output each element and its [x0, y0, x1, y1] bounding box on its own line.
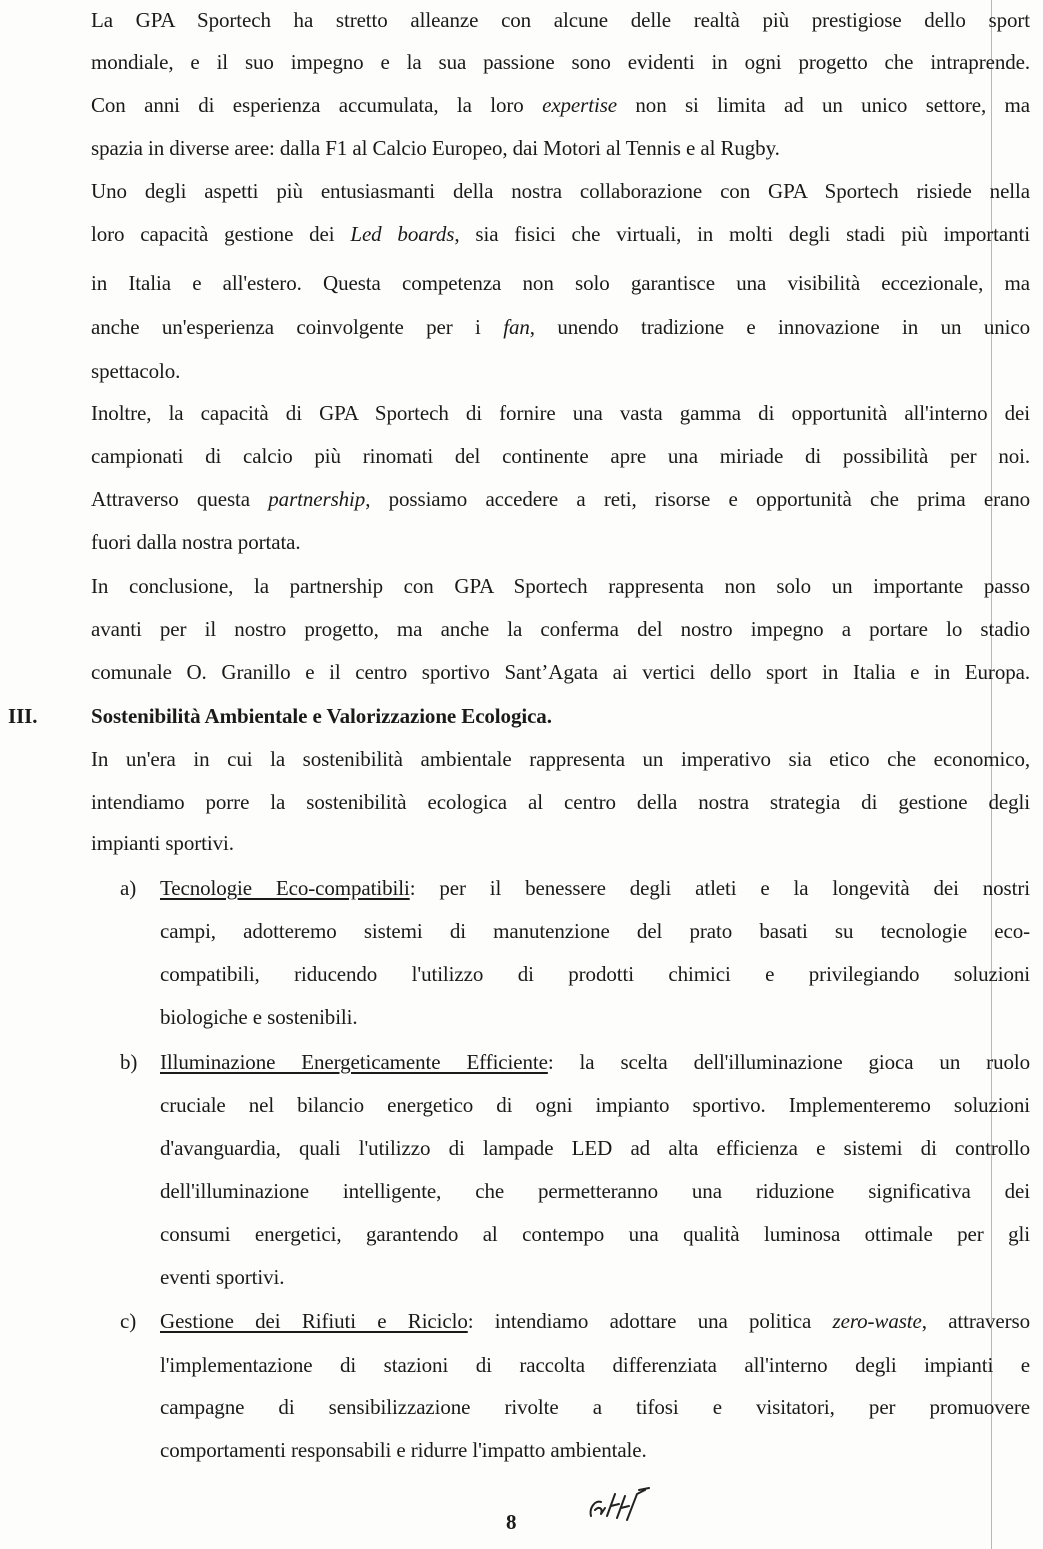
list-item-title: Gestione dei Rifiuti e Riciclo	[160, 1309, 468, 1333]
text-line: campi, adotteremo sistemi di manutenzione del prato basati su tecnologie eco-	[160, 919, 1030, 943]
text-line: Illuminazione Energeticamente Efficiente: la scelta dell'illuminazione gioca un ruolo	[160, 1050, 1031, 1074]
list-item-label: c)	[120, 1309, 137, 1333]
text-line: In conclusione, la partnership con GPA Sportech rappresenta non solo un importante passo	[91, 574, 1030, 598]
list-item-label: b)	[120, 1050, 138, 1074]
text-line: campagne di sensibilizzazione rivolte a tifosi e visitatori, per promuovere	[160, 1395, 1030, 1419]
text-line: eventi sportivi.	[160, 1265, 285, 1289]
section-number: III.	[8, 704, 38, 728]
text-line: intendiamo porre la sostenibilità ecologica al centro della nostra strategia di gestione degli	[91, 790, 1030, 814]
text-line: fuori dalla nostra portata.	[91, 530, 301, 554]
emphasis-zero-waste: zero-waste	[832, 1309, 922, 1333]
text-line: spazia in diverse aree: dalla F1 al Calcio Europeo, dai Motori al Tennis e al Rugby.	[91, 136, 780, 160]
text-line: d'avanguardia, quali l'utilizzo di lampade LED ad alta efficienza e sistemi di controllo	[160, 1136, 1030, 1160]
text-line: Con anni di esperienza accumulata, la loro expertise non si limita ad un unico settore, ma	[91, 93, 1030, 117]
text-line: dell'illuminazione intelligente, che permetteranno una riduzione significativa dei	[160, 1179, 1030, 1203]
text-line: mondiale, e il suo impegno e la sua passione sono evidenti in ogni progetto che intraprende.	[91, 50, 1030, 74]
text-line: In un'era in cui la sostenibilità ambientale rappresenta un imperativo sia etico che economico,	[91, 747, 1030, 771]
text-line: in Italia e all'estero. Questa competenza non solo garantisce una visibilità eccezionale, ma	[91, 271, 1030, 295]
text-line: campionati di calcio più rinomati del continente apre una miriade di possibilità per noi.	[91, 444, 1030, 468]
emphasis-fan: fan	[503, 315, 530, 339]
section-title: Sostenibilità Ambientale e Valorizzazione Ecologica.	[91, 704, 552, 728]
text-line: impianti sportivi.	[91, 831, 234, 855]
text-line: l'implementazione di stazioni di raccolta differenziata all'interno degli impianti e	[160, 1353, 1030, 1377]
list-item-title: Illuminazione Energeticamente Efficiente	[160, 1050, 548, 1074]
text-line: Gestione dei Rifiuti e Riciclo: intendiamo adottare una politica zero-waste, attraverso	[160, 1309, 1030, 1333]
text-line: spettacolo.	[91, 359, 181, 383]
list-item-title: Tecnologie Eco-compatibili	[160, 876, 410, 900]
text-line: compatibili, riducendo l'utilizzo di prodotti chimici e privilegiando soluzioni	[160, 962, 1030, 986]
list-item-label: a)	[120, 876, 137, 900]
emphasis-expertise: expertise	[542, 93, 617, 117]
emphasis-led-boards: Led boards	[350, 222, 455, 246]
text-line: anche un'esperienza coinvolgente per i fan, unendo tradizione e innovazione in un unico	[91, 315, 1030, 339]
text-line: Uno degli aspetti più entusiasmanti della nostra collaborazione con GPA Sportech risiede nella	[91, 179, 1030, 203]
text-line: La GPA Sportech ha stretto alleanze con alcune delle realtà più prestigiose dello sport	[91, 8, 1030, 32]
text-line: consumi energetici, garantendo al contempo una qualità luminosa ottimale per gli	[160, 1222, 1030, 1246]
page-number: 8	[506, 1510, 517, 1534]
text-line: cruciale nel bilancio energetico di ogni impianto sportivo. Implementeremo soluzioni	[160, 1093, 1030, 1117]
text-line: Tecnologie Eco-compatibili: per il benessere degli atleti e la longevità dei nostri	[160, 876, 1030, 900]
text-line: loro capacità gestione dei Led boards, sia fisici che virtuali, in molti degli stadi più importanti	[91, 222, 1030, 246]
text-line: comportamenti responsabili e ridurre l'impatto ambientale.	[160, 1438, 647, 1462]
text-line: Inoltre, la capacità di GPA Sportech di fornire una vasta gamma di opportunità all'interno dei	[91, 401, 1030, 425]
text-line: biologiche e sostenibili.	[160, 1005, 358, 1029]
text-line: avanti per il nostro progetto, ma anche la conferma del nostro impegno a portare lo stadio	[91, 617, 1030, 641]
text-line: comunale O. Granillo e il centro sportivo Sant’Agata ai vertici dello sport in Italia e in Europa.	[91, 660, 1030, 684]
text-line: Attraverso questa partnership, possiamo accedere a reti, risorse e opportunità che prima erano	[91, 487, 1030, 511]
signature-icon	[585, 1486, 665, 1526]
emphasis-partnership: partnership	[268, 487, 366, 511]
